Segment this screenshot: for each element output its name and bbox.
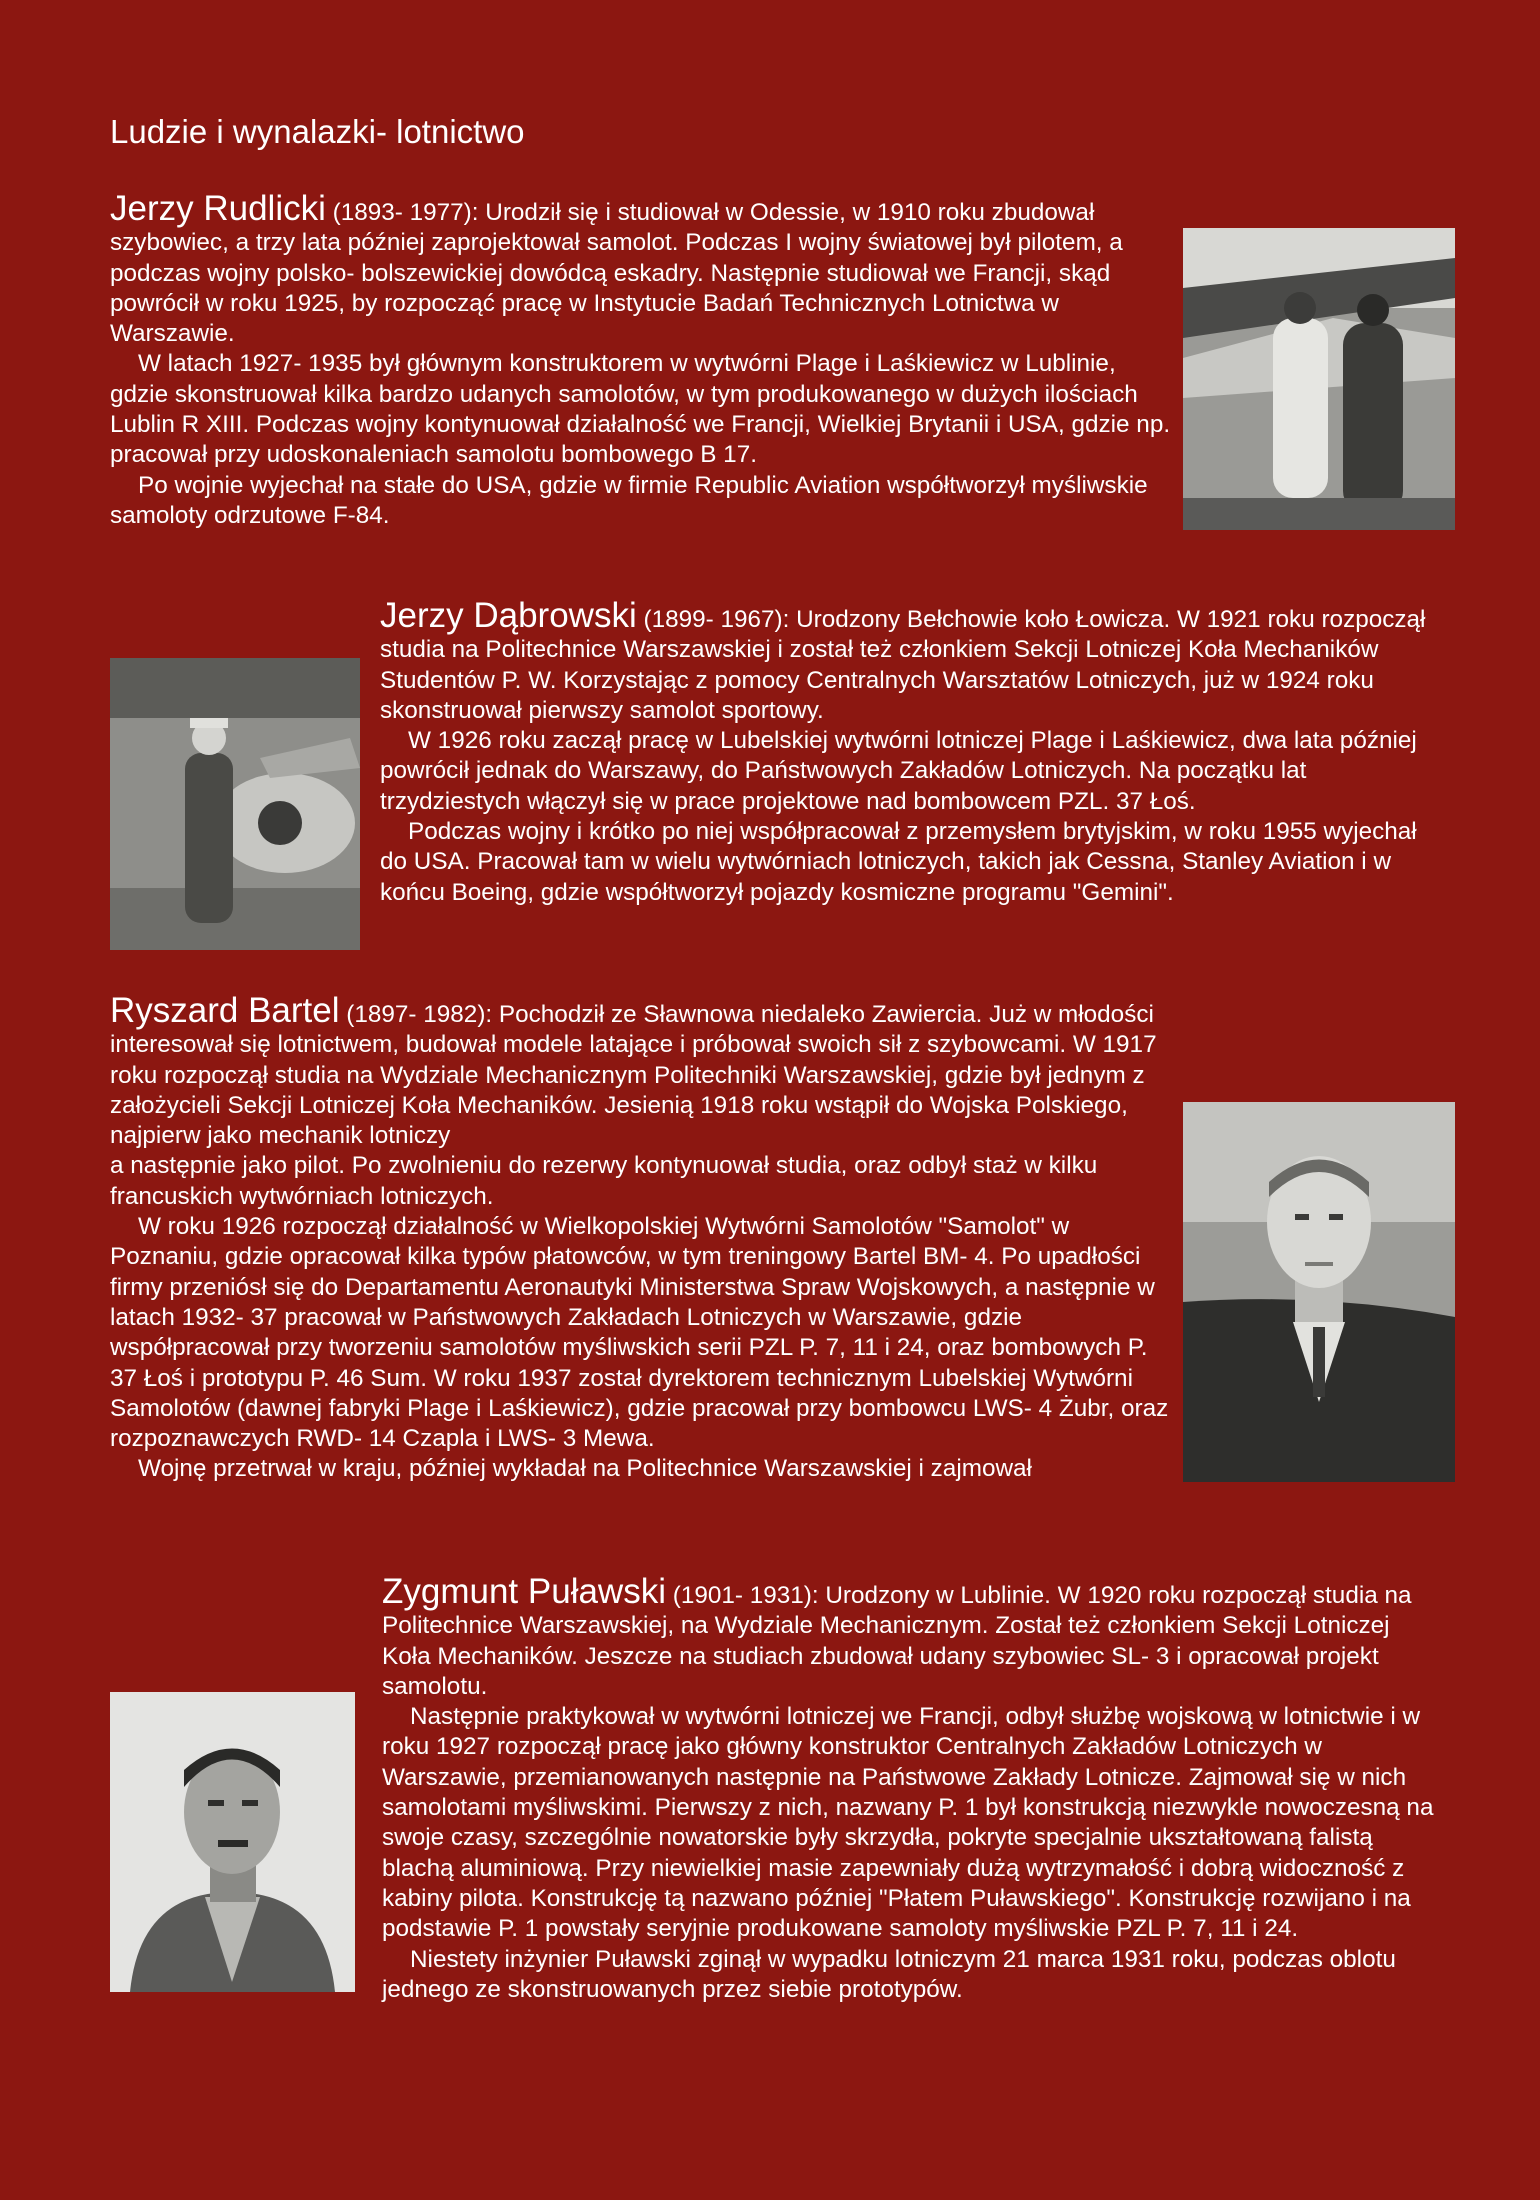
photo-bartel: [1183, 1102, 1455, 1482]
bio-paragraph: [110, 189, 1180, 349]
bio-paragraph: Następnie praktykował w wytwórni lotniczej we Francji, odbył służbę wojskową w lotnictwie i w roku 1927 rozpoczął pracę jako główny konstruktor Centralnych Zakładów Lotniczych w Warszawie, przemianowanych następnie na Państwowe Zakłady Lotnicze. Zajmował się w nich samolotami myśliwskimi. Pierwszy z nich, nazwany P. 1 był konstrukcją niezwykle nowoczesną na swoje czasy, szczególnie nowatorskie były skrzydła, pokryte specjalnie ukształtowaną falistą blachą aluminiową. Przy niewielkiej masie zapewniały dużą wytrzymałość i dobrą widoczność z kabiny pilota. Konstrukcję tą nazwano później "Płatem Puławskiego". Konstrukcję rozwijano i na podstawie P. 1 powstały seryjnie produkowane samoloty myśliwskie PZL P. 7, 11 i 24.: [382, 1703, 1434, 1943]
bio-paragraph: Po wojnie wyjechał na stałe do USA, gdzie w firmie Republic Aviation współtworzył myśliwskie samoloty odrzutowe F-84.: [110, 471, 1148, 529]
person-years: (1897- 1982):: [339, 1001, 499, 1028]
bio-paragraph: W latach 1927- 1935 był głównym konstruktorem w wytwórni Plage i Laśkiewicz w Lublinie, gdzie skonstruował kilka bardzo udanych samolotów, w tym produkowanego w dużych ilościach Lublin R XIII. Podczas wojny kontynuował działalność we Francji, Wielkiej Brytanii i USA, gdzie np. pracował przy udoskonaleniach samolotu bombowego B 17.: [110, 350, 1171, 469]
bio-dabrowski: [380, 596, 1432, 908]
bio-paragraph: [110, 991, 1175, 1151]
bio-bartel: [110, 991, 1175, 1485]
bio-text: Urodzony Bełchowie koło Łowicza. W 1921 roku rozpoczął studia na Politechnice Warszawskiej i został też członkiem Sekcji Lotniczej Koła Mechaników Studentów P. W. Korzystając z pomocy Centralnych Warsztatów Lotniczych, już w 1924 roku skonstruował pierwszy samolot sportowy.: [380, 606, 1426, 724]
bio-paragraph: [382, 1572, 1442, 1702]
bio-text: Urodził się i studiował w Odessie, w 1910 roku zbudował szybowiec, a trzy lata później zaprojektował samolot. Podczas I wojny światowej był pilotem, a podczas wojny polsko- bolszewickiej dowódcą eskadry. Następnie studiował we Francji, skąd powrócił w roku 1925, by rozpocząć pracę w Instytucie Badań Technicznych Lotnictwa w Warszawie.: [110, 199, 1123, 348]
bio-text: Urodzony w Lublinie. W 1920 roku rozpoczął studia na Politechnice Warszawskiej, na Wydziale Mechanicznym. Został też członkiem Sekcji Lotniczej Koła Mechaników. Jeszcze na studiach zbudował udany szybowiec SL- 3 i opracował projekt samolotu.: [382, 1582, 1412, 1700]
bio-paragraph: W 1926 roku zaczął pracę w Lubelskiej wytwórni lotniczej Plage i Laśkiewicz, dwa lata później powrócił jednak do Warszawy, do Państwowych Zakładów Lotniczych. Na początku lat trzydziestych włączył się w prace projektowe nad bombowcem PZL. 37 Łoś.: [380, 727, 1417, 815]
person-years: (1901- 1931):: [665, 1582, 826, 1609]
page-title: Ludzie i wynalazki- lotnictwo: [110, 113, 525, 150]
photo-rudlicki: [1183, 228, 1455, 530]
bio-paragraph: Podczas wojny i krótko po niej współpracował z przemysłem brytyjskim, w roku 1955 wyjechał do USA. Pracował tam w wielu wytwórniach lotniczych, takich jak Cessna, Stanley Aviation i w końcu Boeing, gdzie współtworzył pojazdy kosmiczne programu "Gemini".: [380, 818, 1417, 906]
person-years: (1899- 1967):: [636, 606, 797, 633]
person-name: Zygmunt Puławski: [382, 1572, 666, 1611]
bio-paragraph: Niestety inżynier Puławski zginął w wypadku lotniczym 21 marca 1931 roku, podczas oblotu jednego ze skonstruowanych przez siebie prototypów.: [382, 1945, 1396, 2003]
bio-paragraph: Wojnę przetrwał w kraju, później wykładał na Politechnice Warszawskiej i zajmował: [138, 1455, 1032, 1483]
bio-rudlicki: [110, 189, 1180, 531]
bio-paragraph: [380, 596, 1432, 726]
bio-paragraph: W roku 1926 rozpoczął działalność w Wielkopolskiej Wytwórni Samolotów "Samolot" w Poznaniu, gdzie opracował kilka typów płatowców, w tym treningowy Bartel BM- 4. Po upadłości firmy przeniósł się do Departamentu Aeronautyki Ministerstwa Spraw Wojskowych, a następnie w latach 1932- 37 pracował w Państwowych Zakładach Lotniczych w Warszawie, gdzie współpracował przy tworzeniu samolotów myśliwskich serii PZL P. 7, 11 i 24, oraz bombowych P. 37 Łoś i prototypu P. 46 Sum. W roku 1937 został dyrektorem technicznym Lubelskiej Wytwórni Samolotów (dawnej fabryki Plage i Laśkiewicz), gdzie pracował przy bombowcu LWS- 4 Żubr, oraz rozpoznawczych RWD- 14 Czapla i LWS- 3 Mewa.: [110, 1213, 1169, 1453]
bio-paragraph: a następnie jako pilot. Po zwolnieniu do rezerwy kontynuował studia, oraz odbył staż w kilku francuskich wytwórniach lotniczych.: [110, 1152, 1098, 1210]
bio-text: Pochodził ze Sławnowa niedaleko Zawiercia. Już w młodości interesował się lotnictwem, budował modele latające i próbował swoich sił z szybowcami. W 1917 roku rozpoczął studia na Wydziale Mechanicznym Politechniki Warszawskiej, gdzie był jednym z założycieli Sekcji Lotniczej Koła Mechaników. Jesienią 1918 roku wstąpił do Wojska Polskiego, najpierw jako mechanik lotniczy: [110, 1001, 1157, 1150]
person-name: Jerzy Rudlicki: [110, 189, 326, 228]
photo-pulawski: [110, 1692, 355, 1992]
person-name: Ryszard Bartel: [110, 991, 340, 1030]
person-name: Jerzy Dąbrowski: [380, 596, 637, 635]
photo-dabrowski: [110, 658, 360, 950]
bio-pulawski: [382, 1572, 1442, 2005]
person-years: (1893- 1977):: [325, 199, 486, 226]
